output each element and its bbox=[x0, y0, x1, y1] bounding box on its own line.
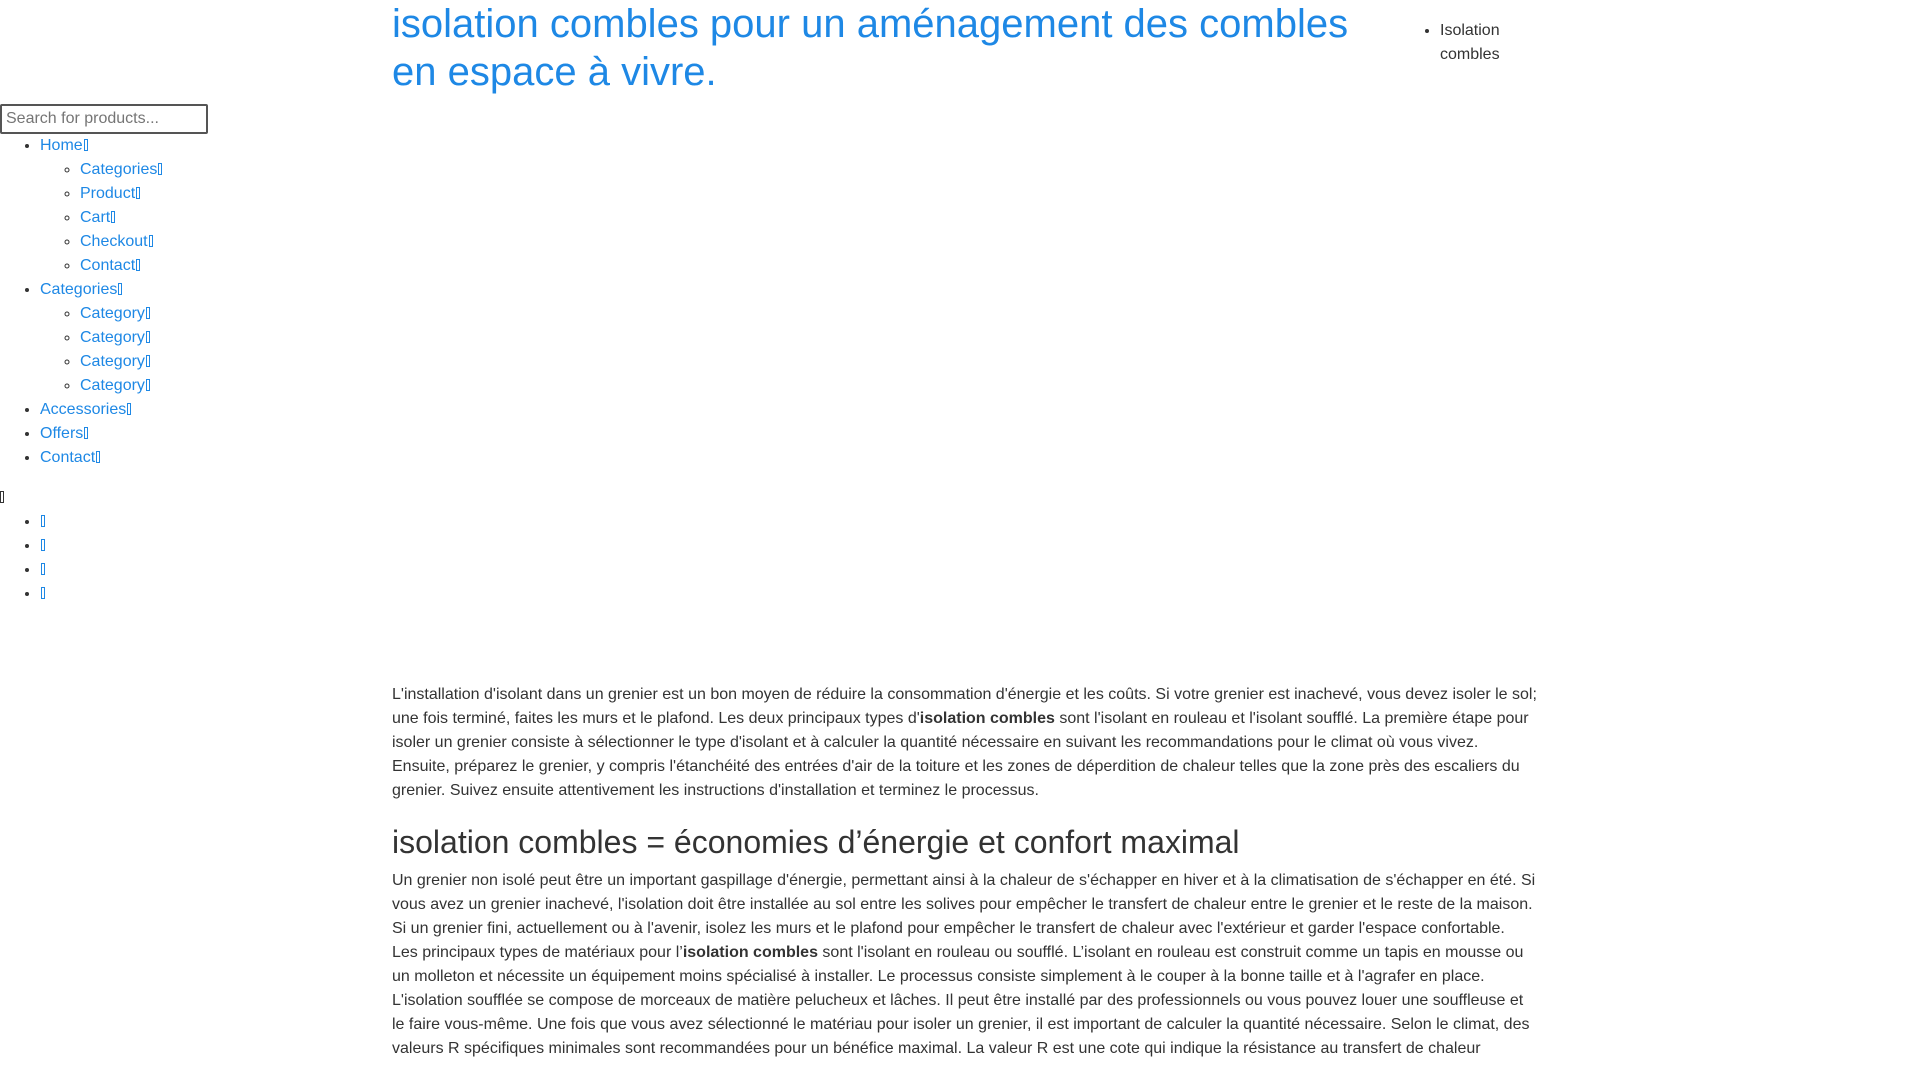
social-link[interactable] bbox=[40, 537, 45, 554]
tofu-box-icon bbox=[149, 235, 153, 247]
menu-label: Contact bbox=[80, 257, 136, 274]
sidebar-item[interactable]: • Isolation combles bbox=[1440, 19, 1520, 67]
tofu-box-icon bbox=[0, 491, 4, 503]
social-link[interactable] bbox=[40, 513, 45, 530]
tofu-box-icon bbox=[84, 139, 88, 151]
tofu-box-icon bbox=[96, 451, 100, 463]
article-text: sont l'isolant en rouleau ou soufflé. L’isolant en rouleau est construit comme un tapis en mousse ou un molleton et nécessite un équipement moins spécialisé à installer. Le processus consiste simplement à le couper à la bonne taille et à l'agrafer en place. L'isolation soufflée se compose de morceaux de matière pelucheux et lâches. Il peut être installé par des professionnels ou vous pouvez louer une souffleuse et le faire vous-même. Une fois que vous avez sélectionné le matériau pour isoler un grenier, il est important de calculer la quantité nécessaire. Selon le climat, des valeurs R spécifiques minimales sont recommandées pour un bénéfice maximal. La valeur R est une cote qui indique la résistance au transfert de chaleur bbox=[392, 944, 1530, 1057]
submenu-item bbox=[80, 230, 400, 254]
tofu-box-icon bbox=[118, 283, 122, 295]
menu-label: Categories bbox=[80, 161, 158, 178]
menu-link-offers[interactable] bbox=[40, 425, 88, 442]
menu-label: Offers bbox=[40, 425, 84, 442]
social-item bbox=[40, 510, 400, 534]
page-title bbox=[392, 0, 1392, 96]
social-link[interactable] bbox=[40, 561, 45, 578]
sidebar-list bbox=[1400, 19, 1600, 67]
social-item bbox=[40, 534, 400, 558]
media-placeholder bbox=[392, 96, 1540, 683]
menu-label: Category bbox=[80, 377, 145, 394]
menu-link-home[interactable] bbox=[40, 137, 88, 154]
main-menu bbox=[0, 134, 400, 470]
menu-link-accessories[interactable] bbox=[40, 401, 131, 418]
left-navigation bbox=[0, 104, 400, 606]
menu-item-home bbox=[40, 134, 400, 278]
menu-toggle-button[interactable] bbox=[0, 486, 400, 510]
submenu-link-contact[interactable] bbox=[80, 257, 140, 274]
menu-item-offers bbox=[40, 422, 400, 446]
menu-label: Checkout bbox=[80, 233, 148, 250]
article-keyword: isolation combles bbox=[919, 710, 1055, 727]
submenu-item bbox=[80, 374, 400, 398]
submenu-item bbox=[80, 254, 400, 278]
article bbox=[392, 683, 1540, 1061]
tofu-box-icon bbox=[84, 427, 88, 439]
menu-label: Accessories bbox=[40, 401, 127, 418]
social-link[interactable] bbox=[40, 585, 45, 602]
article-paragraph-1 bbox=[392, 683, 1540, 803]
submenu-home bbox=[40, 158, 400, 278]
menu-item-accessories bbox=[40, 398, 400, 422]
menu-label: Categories bbox=[40, 281, 118, 298]
submenu-link-cart[interactable] bbox=[80, 209, 115, 226]
right-sidebar bbox=[1400, 19, 1600, 67]
article-text: L'installation d'isolant dans un grenier est un bon moyen de réduire la consommation d'énergie et les coûts. Si votre grenier est inachevé, vous devez isoler le sol; une fois terminé, faites les murs et le plafond. Les deux principaux types d' bbox=[392, 686, 1537, 727]
submenu-link-category[interactable] bbox=[80, 305, 150, 322]
tofu-box-icon bbox=[146, 379, 150, 391]
submenu-item bbox=[80, 158, 400, 182]
menu-label: Category bbox=[80, 353, 145, 370]
menu-label: Home bbox=[40, 137, 83, 154]
submenu-item bbox=[80, 182, 400, 206]
submenu-link-categories[interactable] bbox=[80, 161, 162, 178]
submenu-categories bbox=[40, 302, 400, 398]
tofu-box-icon bbox=[136, 187, 140, 199]
submenu-link-product[interactable] bbox=[80, 185, 140, 202]
tofu-box-icon bbox=[127, 403, 131, 415]
menu-link-categories[interactable] bbox=[40, 281, 122, 298]
tofu-box-icon bbox=[41, 587, 45, 599]
tofu-box-icon bbox=[41, 515, 45, 527]
article-text: Les principaux types de matériaux pour l’ bbox=[392, 944, 683, 961]
submenu-link-category[interactable] bbox=[80, 329, 150, 346]
tofu-box-icon bbox=[158, 163, 162, 175]
menu-label: Cart bbox=[80, 209, 111, 226]
tofu-box-icon bbox=[146, 331, 150, 343]
article-paragraph-3 bbox=[392, 941, 1540, 1061]
submenu-item bbox=[80, 326, 400, 350]
submenu-link-category[interactable] bbox=[80, 377, 150, 394]
submenu-link-checkout[interactable] bbox=[80, 233, 153, 250]
tofu-box-icon bbox=[41, 563, 45, 575]
menu-label: Category bbox=[80, 329, 145, 346]
page-title-link[interactable]: isolation combles pour un aménagement des combles en espace à vivre. bbox=[392, 2, 1349, 94]
article-heading: isolation combles = économies d’énergie et confort maximal bbox=[392, 824, 1240, 860]
social-item bbox=[40, 582, 400, 606]
menu-link-contact[interactable] bbox=[40, 449, 100, 466]
tofu-box-icon bbox=[146, 355, 150, 367]
tofu-box-icon bbox=[136, 259, 140, 271]
main-content bbox=[392, 0, 1540, 1061]
tofu-box-icon bbox=[111, 211, 115, 223]
search-input[interactable] bbox=[0, 104, 208, 134]
submenu-item bbox=[80, 350, 400, 374]
submenu-link-category[interactable] bbox=[80, 353, 150, 370]
submenu-item bbox=[80, 302, 400, 326]
submenu-item bbox=[80, 206, 400, 230]
social-item bbox=[40, 558, 400, 582]
menu-label: Product bbox=[80, 185, 136, 202]
article-text: sont l'isolant en rouleau et l'isolant soufflé. La première étape pour isoler un grenier consiste à sélectionner le type d'isolant et à calculer la quantité nécessaire en suivant les recommandations pour le climat où vous vivez. Ensuite, préparez le grenier, y compris l'étanchéité des entrées d'air de la toiture et les zones de déperdition de chaleur telles que la zone près des escaliers du grenier. Suivez ensuite attentivement les instructions d'installation et terminez le processus. bbox=[392, 710, 1529, 799]
tofu-box-icon bbox=[146, 307, 150, 319]
article-keyword: isolation combles bbox=[682, 944, 818, 961]
tofu-box-icon bbox=[41, 539, 45, 551]
menu-label: Contact bbox=[40, 449, 96, 466]
menu-label: Category bbox=[80, 305, 145, 322]
menu-item-categories bbox=[40, 278, 400, 398]
menu-item-contact bbox=[40, 446, 400, 470]
article-paragraph-2: Un grenier non isolé peut être un important gaspillage d'énergie, permettant ainsi à la chaleur de s'échapper en hiver et à la climatisation de s'échapper en été. Si vous avez un grenier inachevé, l'isolation doit être installée au sol entre les solives pour empêcher le transfert de chaleur entre le grenier et le reste de la maison. Si un grenier fini, actuellement ou à l'avenir, isolez les murs et le plafond pour empêcher le transfert de chaleur avec l'extérieur et garder l'espace confortable. bbox=[392, 872, 1536, 937]
social-links bbox=[0, 510, 400, 606]
